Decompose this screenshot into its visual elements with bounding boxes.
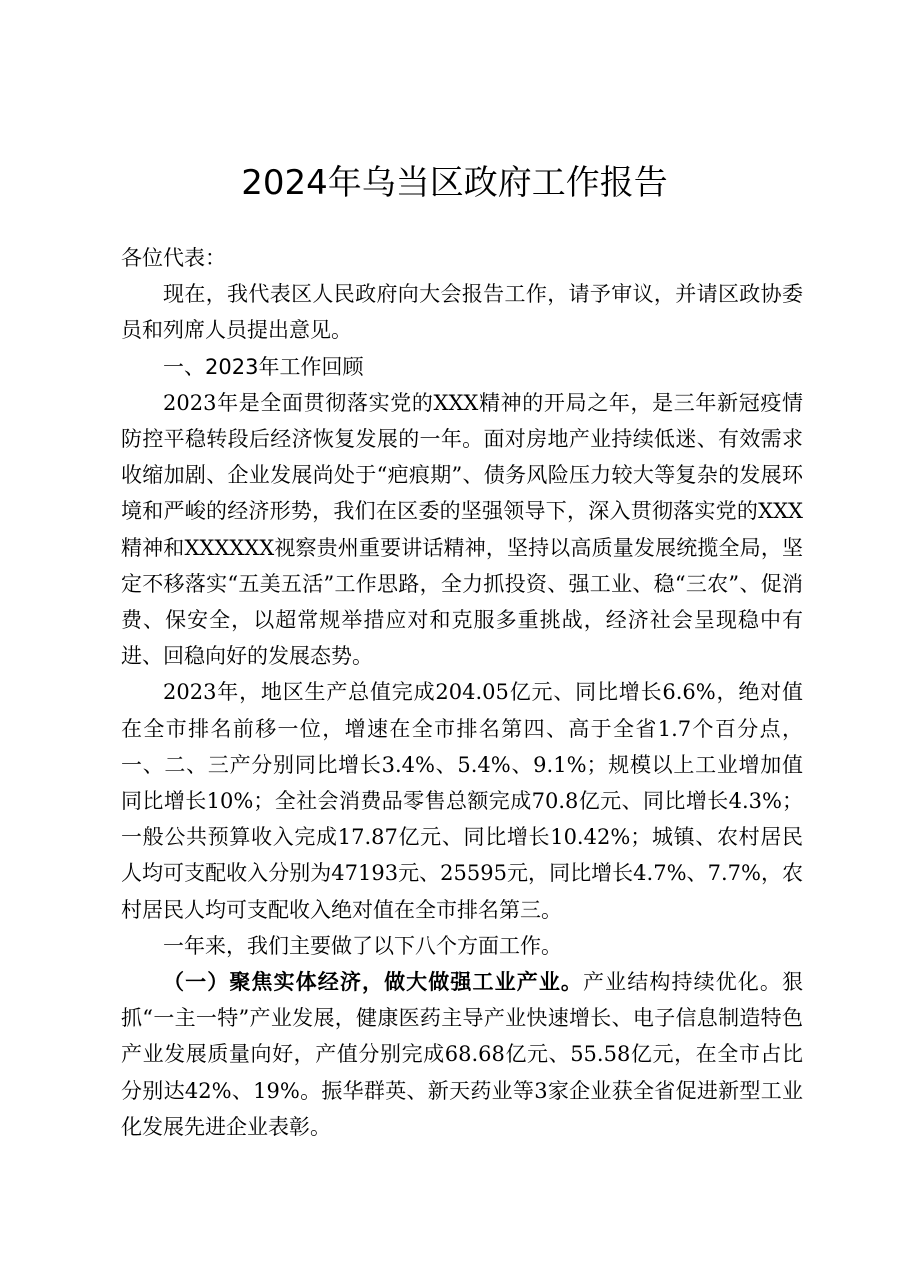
intro-paragraph: 现在，我代表区人民政府向大会报告工作，请予审议，并请区政协委员和列席人员提出意见。: [121, 282, 803, 343]
document-body: [121, 240, 803, 1145]
statistics-paragraph: 2023年，地区生产总值完成204.05亿元、同比增长6.6%，绝对值在全市排名前移一位，增速在全市排名第四、高于全省1.7个百分点，一、二、三产分别同比增长3.4%、5.4%、9.1%；规模以上工业增加值同比增长10%；全社会消费品零售总额完成70.8亿元、同比增长4.3%；一般公共预算收入完成17.87亿元、同比增长10.42%；城镇、农村居民人均可支配收入分别为47193元、25595元，同比增长4.7%、7.7%，农村居民人均可支配收入绝对值在全市排名第三。: [121, 680, 803, 922]
subsection-heading: （一）聚焦实体经济，做大做强工业产业。: [163, 969, 584, 995]
section-heading: 一、2023年工作回顾: [163, 354, 364, 379]
salutation: 各位代表：: [121, 246, 226, 270]
industry-paragraph: [121, 964, 803, 1145]
document-title: 2024年乌当区政府工作报告: [241, 163, 668, 203]
summary-paragraph: 一年来，我们主要做了以下八个方面工作。: [163, 933, 562, 958]
review-paragraph: 2023年是全面贯彻落实党的XXX精神的开局之年，是三年新冠疫情防控平稳转段后经济恢复发展的一年。面对房地产业持续低迷、有效需求收缩加剧、企业发展尚处于“疤痕期”、债务风险压力较大等复杂的发展环境和严峻的经济形势，我们在区委的坚强领导下，深入贯彻落实党的XXX精神和XXXXXX视察贵州重要讲话精神，坚持以高质量发展统揽全局，坚定不移落实“五美五活”工作思路，全力抓投资、强工业、稳“三农”、促消费、保安全，以超常规举措应对和克服多重挑战，经济社会呈现稳中有进、回稳向好的发展态势。: [121, 390, 803, 669]
industry-text: 产业结构持续优化。狠抓“一主一特”产业发展，健康医药主导产业快速增长、电子信息制造特色产业发展质量向好，产值分别完成68.68亿元、55.58亿元，在全市占比分别达42%、19%。振华群英、新天药业等3家企业获全省促进新型工业化发展先进企业表彰。: [121, 970, 804, 1139]
